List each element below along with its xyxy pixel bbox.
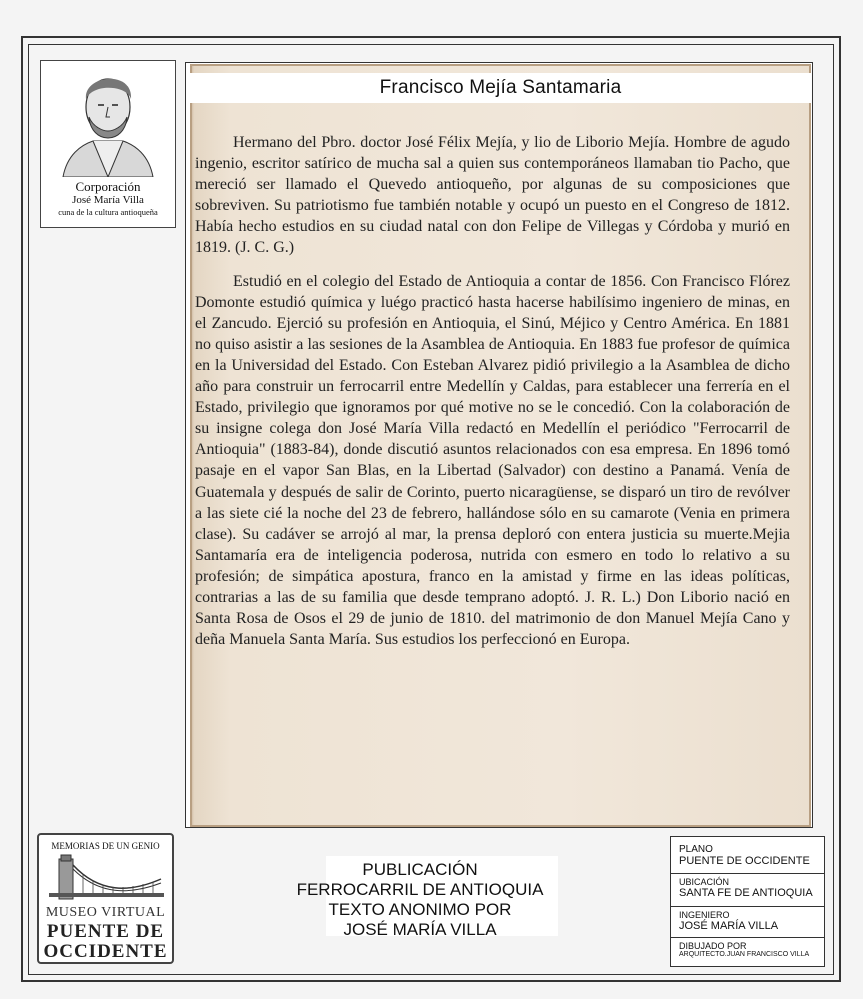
ubicacion-cell — [671, 874, 824, 907]
museum-line-1: MUSEO VIRTUAL — [45, 905, 166, 920]
ingeniero-label: INGENIERO — [679, 910, 730, 920]
publication-line-3: TEXTO ANONIMO POR — [328, 900, 512, 919]
logo-line-3: cuna de la cultura antioqueña — [58, 207, 158, 217]
publication-line-4: JOSÉ MARÍA VILLA — [343, 920, 497, 939]
dibujado-value: ARQUITECTO.JUAN FRANCISCO VILLA — [679, 951, 810, 958]
museum-tagline: MEMORIAS DE UN GENIO — [51, 841, 160, 851]
dibujado-label: DIBUJADO POR — [679, 941, 747, 951]
document-body — [195, 132, 790, 650]
publication-line-2: FERROCARRIL DE ANTIOQUIA — [296, 880, 544, 899]
document-title: Francisco Mejía Santamaria — [190, 73, 811, 103]
portrait-icon — [53, 65, 163, 177]
dibujado-cell — [671, 938, 824, 967]
plano-value: PUENTE DE OCCIDENTE — [679, 855, 810, 867]
museum-line-2: PUENTE DE — [46, 921, 165, 942]
logo-line-1: Corporación — [75, 179, 141, 194]
museum-line-3: OCCIDENTE — [43, 941, 168, 962]
museum-logo — [37, 833, 174, 964]
publication-line-1: PUBLICACIÓN — [362, 860, 478, 879]
ubicacion-value: SANTA FE DE ANTIOQUIA — [679, 887, 813, 899]
publication-caption — [270, 860, 570, 940]
document-paragraph-2: Estudió en el colegio del Estado de Antioquia a contar de 1856. Con Francisco Flórez Domonte estudió química y luégo practicó hasta hacerse habilísimo ingeniero de minas, en el Zancudo. Ejerció su profesión en Antioquia, el Sinú, Méjico y Centro América. En 1881 no quiso asistir a las sesiones de la Asamblea de Antioquia. En 1883 fue profesor de química en la Universidad del Estado. Con Esteban Alvarez pidió privilegio a la Asamblea de dicho año para construir un ferrocarril entre Medellín y Caldas, para establecer una ferrería en el Estado, privilegio que ignoramos por qué motive no se le concedió. Con la colaboración de su insigne colega don José María Villa redactó en Medellín el periódico "Ferrocarril de Antioquia" (1883-84), donde discutió asuntos relacionados con esa empresa. En 1896 tomó pasaje en el vapor San Blas, en la Libertad (Salvador) con destino a Panamá. Venía de Guatemala y después de salir de Corinto, puerto nicaragüense, se disparó un tiro de revólver a las siete cié la noche del 23 de febrero, hallándose sólo en su camarote (Venia en primera clase). Su cadáver se arrojó al mar, la prensa deploró con entera justicia su muerte.Mejia Santamaría era de inteligencia poderosa, nutrida con esmero en todo lo relativo a su profesión; de simpática apostura, franco en la amistad y firme en las ideas políticas, contrarias a las de su familia que desde temprano adoptó. J. R. L.) Don Liborio nació en Santa Rosa de Osos el 29 de junio de 1810. del matrimonio de don Manuel Mejía Cano y deña Manuela Santa María. Sus estudios los perfeccionó en Europa. — [195, 272, 790, 649]
document-paragraph-1: Hermano del Pbro. doctor José Félix Mejía, y lio de Liborio Mejía. Hombre de agudo ingenio, escritor satírico de mucha sal a quien sus contemporáneos llamaban tio Pacho, que mereció ser llamado el Quevedo antioqueño, por algunas de su composiciones que sobreviven. Su patriotismo fue también notable y ocupó un puesto en el Congreso de 1812. Había hecho estudios en su ciudad natal con don Felipe de Villegas y Córdoba y murió en 1819. (J. C. G.) — [195, 134, 790, 257]
ingeniero-value: JOSÉ MARÍA VILLA — [679, 920, 779, 932]
corporation-logo — [40, 60, 176, 228]
ingeniero-cell — [671, 907, 824, 938]
title-block — [670, 836, 825, 967]
plano-cell — [671, 837, 824, 874]
bridge-icon — [49, 853, 164, 905]
ubicacion-label: UBICACIÓN — [679, 877, 730, 887]
plano-label: PLANO — [679, 844, 713, 855]
logo-line-2: José María Villa — [72, 194, 144, 206]
